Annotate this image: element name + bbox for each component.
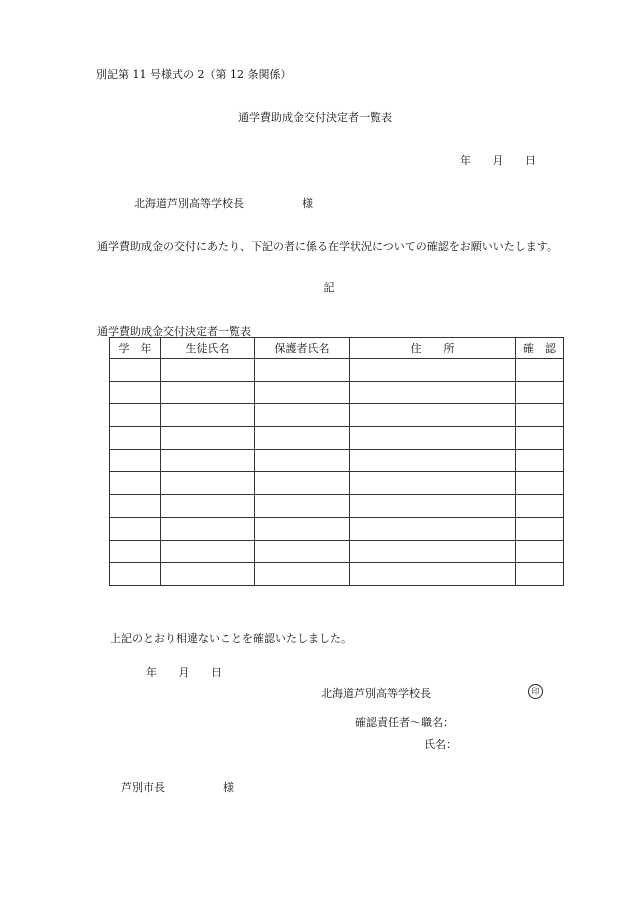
date-line: 年 月 日 (460, 154, 536, 167)
table-row (110, 563, 564, 586)
table-cell (110, 540, 161, 563)
table-cell (161, 449, 255, 472)
table-cell (516, 359, 564, 382)
table-cell (161, 381, 255, 404)
table-caption: 通学費助成金交付決定者一覧表 (97, 325, 251, 338)
table-cell (161, 517, 255, 540)
table-cell (110, 517, 161, 540)
table-row (110, 540, 564, 563)
table-cell (110, 381, 161, 404)
table-cell (516, 517, 564, 540)
table-cell (161, 359, 255, 382)
addressee (134, 195, 313, 211)
table-cell (110, 563, 161, 586)
table-row (110, 381, 564, 404)
ki-marker: 記 (323, 281, 335, 294)
table-row (110, 517, 564, 540)
table-cell (110, 449, 161, 472)
confirmation-date: 年 月 日 (146, 666, 222, 679)
responsible-person-name: 氏名： (424, 738, 457, 751)
addressee-name: 北海道芦別高等学校長 (134, 197, 244, 210)
table-cell (516, 563, 564, 586)
seal-mark: 印 (528, 684, 543, 699)
table-cell (350, 563, 516, 586)
table-cell (255, 404, 350, 427)
table-cell (255, 381, 350, 404)
table-cell (255, 359, 350, 382)
addressee-honorific: 様 (302, 197, 313, 210)
table-cell (255, 517, 350, 540)
column-header-guardian-name: 保護者氏名 (255, 338, 350, 359)
column-header-student-name: 生徒氏名 (161, 338, 255, 359)
table-header-row (110, 338, 564, 359)
table-row (110, 495, 564, 518)
table-cell (255, 449, 350, 472)
document-title: 通学費助成金交付決定者一覧表 (238, 111, 392, 124)
table-cell (255, 427, 350, 450)
table-cell (350, 540, 516, 563)
table-cell (110, 427, 161, 450)
table-cell (516, 495, 564, 518)
table-cell (255, 563, 350, 586)
table-cell (516, 404, 564, 427)
table-cell (255, 495, 350, 518)
table-cell (161, 472, 255, 495)
column-header-confirm: 確 認 (516, 338, 564, 359)
table-cell (350, 472, 516, 495)
table-row (110, 427, 564, 450)
table-cell (516, 540, 564, 563)
table-cell (516, 449, 564, 472)
table-cell (350, 427, 516, 450)
table-cell (161, 540, 255, 563)
table-cell (110, 472, 161, 495)
table-cell (161, 427, 255, 450)
table-cell (255, 540, 350, 563)
table-row (110, 359, 564, 382)
table-row (110, 472, 564, 495)
table-cell (255, 472, 350, 495)
table-cell (350, 359, 516, 382)
column-header-grade: 学 年 (110, 338, 161, 359)
principal-name: 北海道芦別高等学校長 (321, 687, 431, 700)
table-cell (350, 495, 516, 518)
recipient-table (109, 337, 564, 586)
form-reference: 別記第 11 号様式の 2（第 12 条関係） (96, 68, 292, 81)
table-cell (350, 517, 516, 540)
request-text: 通学費助成金の交付にあたり、下記の者に係る在学状況についての確認をお願いいたします。 (97, 240, 558, 253)
table-cell (516, 381, 564, 404)
table-cell (161, 563, 255, 586)
table-cell (161, 404, 255, 427)
column-header-address: 住 所 (350, 338, 516, 359)
table-cell (516, 472, 564, 495)
table-cell (110, 495, 161, 518)
mayor-name: 芦別市長 (121, 781, 165, 794)
table-cell (516, 427, 564, 450)
confirmation-statement: 上記のとおり相違ないことを確認いたしました。 (110, 632, 352, 645)
mayor-addressee (121, 779, 234, 795)
table-cell (350, 449, 516, 472)
table-row (110, 449, 564, 472)
table-cell (110, 404, 161, 427)
table-cell (110, 359, 161, 382)
table-cell (161, 495, 255, 518)
table-cell (350, 404, 516, 427)
table-cell (350, 381, 516, 404)
responsible-person-title: 確認責任者〜職名： (355, 716, 454, 729)
mayor-honorific: 様 (223, 781, 234, 794)
table-row (110, 404, 564, 427)
